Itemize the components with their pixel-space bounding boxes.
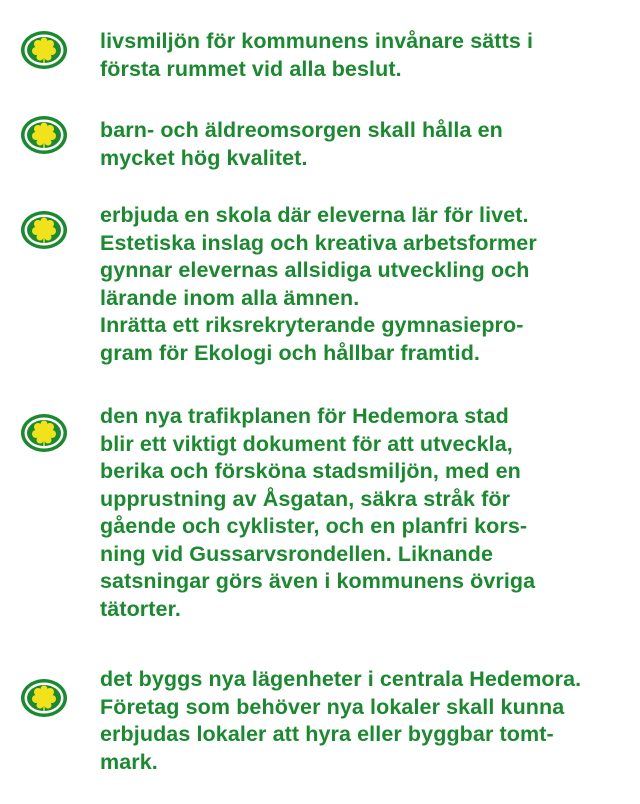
text-line: första rummet vid alla beslut. <box>100 56 402 81</box>
text-line: berika och försköna stadsmiljön, med en <box>100 459 521 483</box>
text-line: det byggs nya lägenheter i centrala Hedemora. <box>100 667 582 691</box>
text-line: gram för Ekologi och hållbar framtid. <box>100 340 481 365</box>
text-line: ning vid Gussarvsrondellen. Liknande <box>100 541 494 566</box>
text-line: blir ett viktigt dokument för att utveckla, <box>100 431 513 456</box>
text-line: livsmiljön för kommunens invånare sätts i <box>100 29 534 53</box>
text-line: mark. <box>100 749 158 774</box>
text-line: gående och cyklister, och en planfri kors- <box>100 514 528 538</box>
text-line: mycket hög kvalitet. <box>100 145 308 170</box>
text-line: satsningar görs även i kommunens övriga <box>100 569 536 593</box>
dandelion-logo-icon <box>20 678 68 718</box>
text-line: gynnar elevernas allsidiga utveckling och <box>100 258 530 282</box>
text-line: barn- och äldreomsorgen skall hålla en <box>100 118 503 142</box>
text-line: upprustning av Åsgatan, säkra stråk för <box>100 486 511 511</box>
text-line: den nya trafikplanen för Hedemora stad <box>100 404 509 428</box>
text-line: erbjuda en skola där eleverna lär för livet. <box>100 203 529 227</box>
text-line: Företag som behöver nya lokaler skall kunna <box>100 694 565 719</box>
text-line: tätorter. <box>100 596 181 621</box>
text-line: Estetiska inslag och kreativa arbetsformer <box>100 230 537 255</box>
dandelion-logo-icon <box>20 210 68 250</box>
text-line: Inrätta ett riksrekryterande gymnasiepro- <box>100 313 524 337</box>
text-line: erbjudas lokaler att hyra eller byggbar tomt- <box>100 722 554 746</box>
text-line: lärande inom alla ämnen. <box>100 285 360 310</box>
dandelion-logo-icon <box>20 115 68 155</box>
dandelion-logo-icon <box>20 413 68 453</box>
dandelion-logo-icon <box>20 30 68 70</box>
